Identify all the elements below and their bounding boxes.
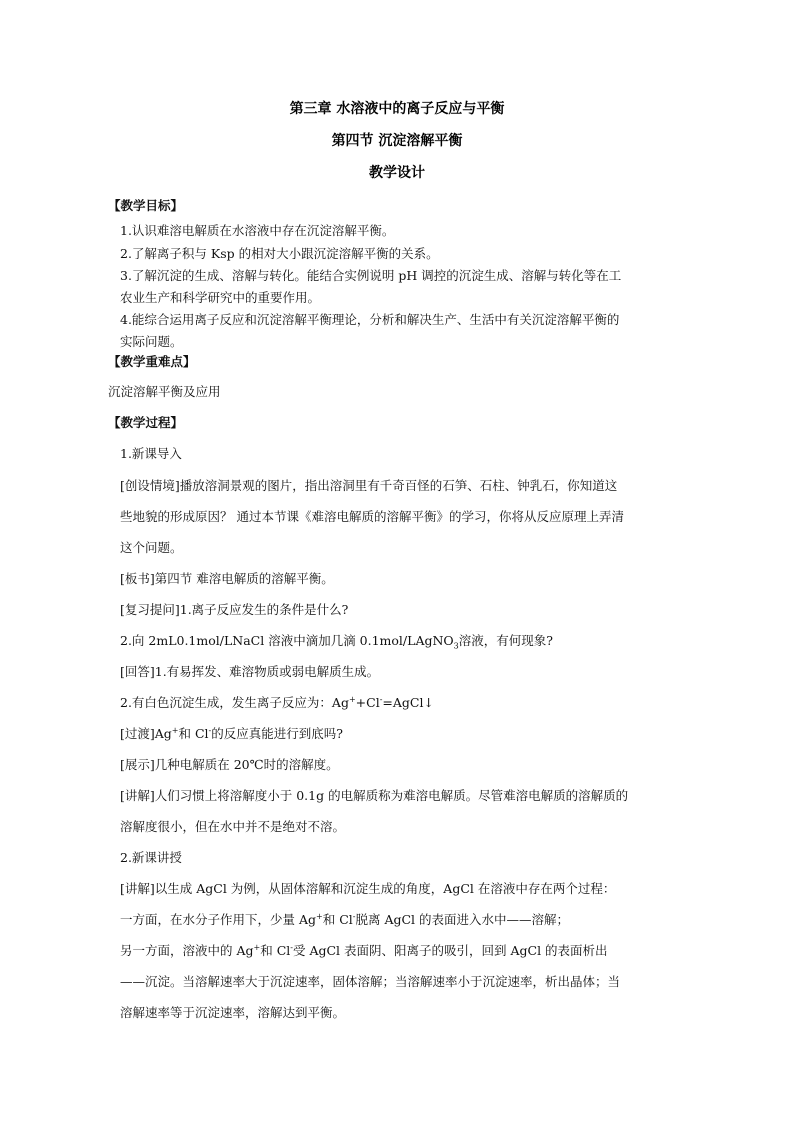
- objective-item: 2.了解离子积与 Ksp 的相对大小跟沉淀溶解平衡的关系。: [120, 246, 439, 261]
- superscript: -: [290, 942, 293, 952]
- text-segment: 脱离 AgCl 的表面进入水中——溶解；: [355, 912, 570, 927]
- text-segment: 2.有白色沉淀生成，发生离子反应为：Ag: [120, 695, 349, 710]
- process-line: [创设情境]播放溶洞景观的图片，指出溶洞里有千奇百怪的石笋、石柱、钟乳石，你知道这: [120, 478, 618, 493]
- text-segment: 另一方面，溶液中的 Ag: [120, 943, 254, 958]
- process-line: 2.新课讲授: [120, 850, 182, 865]
- objective-item: 4.能综合运用离子反应和沉淀溶解平衡理论，分析和解决生产、生活中有关沉淀溶解平衡的: [120, 312, 620, 327]
- process-heading: 【教学过程】: [108, 415, 184, 430]
- text-segment: 和 Cl: [260, 943, 291, 958]
- process-line: [复习提问]1.离子反应发生的条件是什么?: [120, 602, 349, 617]
- superscript: +: [253, 942, 261, 952]
- text-segment: 受 AgCl 表面阴、阳离子的吸引，回到 AgCl 的表面析出: [292, 943, 608, 958]
- process-line: 溶解速率等于沉淀速率，溶解达到平衡。: [120, 1005, 346, 1020]
- process-line: [展示]几种电解质在 20℃时的溶解度。: [120, 757, 339, 772]
- subscript: 3: [453, 641, 459, 651]
- process-line: ——沉淀。当溶解速率大于沉淀速率，固体溶解；当溶解速率小于沉淀速率，析出晶体；当: [120, 974, 621, 989]
- text-segment: 的反应真能进行到底吗?: [211, 726, 343, 741]
- key-points-heading: 【教学重难点】: [108, 354, 196, 369]
- superscript: +: [316, 911, 323, 921]
- objective-item: 1.认识难溶电解质在水溶液中存在沉淀溶解平衡。: [120, 223, 395, 238]
- process-line: [讲解]人们习惯上将溶解度小于 0.1g 的电解质称为难溶电解质。尽管难溶电解质的溶解质的: [120, 788, 629, 803]
- superscript: +: [348, 694, 356, 704]
- objective-item: 农业生产和科学研究中的重要作用。: [120, 290, 321, 305]
- process-line: [120, 693, 434, 711]
- superscript: +: [171, 725, 179, 735]
- text-segment: +Cl: [355, 695, 380, 710]
- process-line: 溶解度很小，但在水中并不是绝对不溶。: [120, 819, 346, 834]
- text-segment: 和 Cl: [178, 726, 209, 741]
- process-line: 些地貌的形成原因？ 通过本节课《难溶电解质的溶解平衡》的学习，你将从反应原理上弄清: [120, 509, 624, 524]
- process-line: [讲解]以生成 AgCl 为例，从固体溶解和沉淀生成的角度，AgCl 在溶液中存在两个过程：: [120, 881, 616, 896]
- process-line: [板书]第四节 难溶电解质的溶解平衡。: [120, 571, 334, 586]
- process-line: [120, 910, 569, 928]
- text-segment: =AgCl↓: [382, 695, 434, 710]
- text-segment: [过渡]Ag: [120, 726, 172, 741]
- objective-item: 实际问题。: [120, 334, 183, 349]
- text-segment: 和 Cl: [322, 912, 353, 927]
- superscript: -: [379, 694, 383, 704]
- objectives-heading: 【教学目标】: [108, 198, 184, 213]
- process-line: [120, 631, 553, 649]
- process-line: 这个问题。: [120, 540, 183, 555]
- chapter-title: 第三章 水溶液中的离子反应与平衡: [289, 101, 505, 117]
- text-segment: 溶液，有何现象?: [458, 633, 553, 648]
- process-line: [回答]1.有易挥发、难溶物质或弱电解质生成。: [120, 664, 380, 679]
- key-points-text: 沉淀溶解平衡及应用: [108, 384, 221, 399]
- process-line: [120, 941, 608, 959]
- superscript: -: [352, 911, 356, 921]
- process-line: [120, 724, 343, 742]
- section-title: 第四节 沉淀溶解平衡: [331, 133, 463, 149]
- objective-item: 3.了解沉淀的生成、溶解与转化。能结合实例说明 pH 调控的沉淀生成、溶解与转化等在工: [120, 268, 622, 283]
- text-segment: 一方面，在水分子作用下，少量 Ag: [120, 912, 317, 927]
- text-segment: 2.向 2mL0.1mol/LNaCl 溶液中滴加几滴 0.1mol/LAgNO: [120, 633, 454, 648]
- superscript: -: [208, 725, 212, 735]
- process-line: 1.新课导入: [120, 446, 182, 461]
- doc-type-title: 教学设计: [369, 165, 425, 181]
